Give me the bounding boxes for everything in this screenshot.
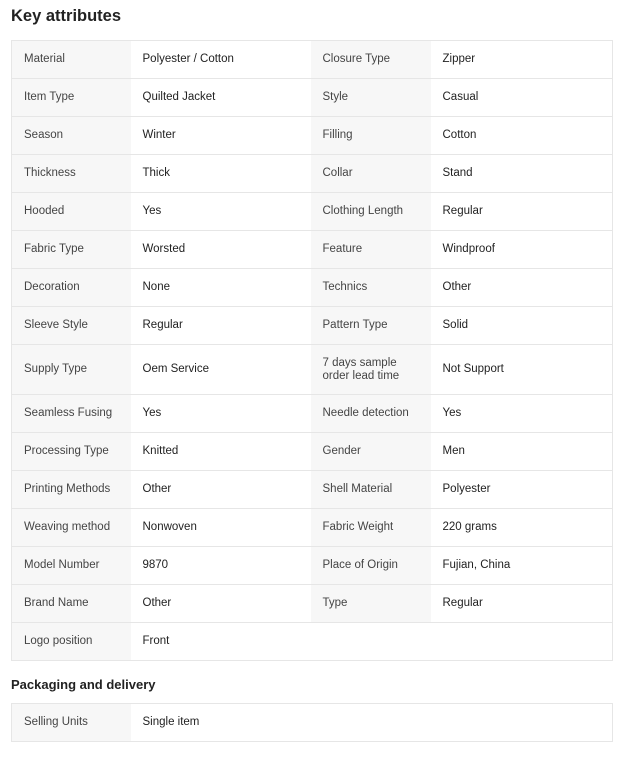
attribute-value: Fujian, China	[431, 547, 613, 585]
attribute-label: Thickness	[12, 155, 131, 193]
attribute-value: Winter	[131, 117, 311, 155]
attribute-label: Seamless Fusing	[12, 395, 131, 433]
attribute-row	[12, 395, 613, 433]
attribute-value: Regular	[431, 193, 613, 231]
attribute-label: Place of Origin	[311, 547, 431, 585]
attribute-label: Season	[12, 117, 131, 155]
attribute-value: Quilted Jacket	[131, 79, 311, 117]
attribute-value: 220 grams	[431, 509, 613, 547]
attribute-row	[12, 79, 613, 117]
attribute-label: Model Number	[12, 547, 131, 585]
attribute-row	[12, 585, 613, 623]
attribute-label: Style	[311, 79, 431, 117]
attribute-value: Oem Service	[131, 345, 311, 395]
attribute-row	[12, 345, 613, 395]
key-attributes-table	[11, 40, 613, 661]
packaging-heading: Packaging and delivery	[11, 677, 156, 692]
attribute-row	[12, 547, 613, 585]
attribute-label: Decoration	[12, 269, 131, 307]
attribute-value: Regular	[131, 307, 311, 345]
attribute-row	[12, 471, 613, 509]
attribute-label: Closure Type	[311, 41, 431, 79]
attribute-value: Solid	[431, 307, 613, 345]
attribute-value: Worsted	[131, 231, 311, 269]
empty-cell	[431, 704, 613, 742]
attribute-value: Windproof	[431, 231, 613, 269]
attribute-label: Technics	[311, 269, 431, 307]
attribute-label: Shell Material	[311, 471, 431, 509]
attribute-row	[12, 41, 613, 79]
attribute-value: Men	[431, 433, 613, 471]
empty-cell	[431, 623, 613, 661]
attribute-value: Nonwoven	[131, 509, 311, 547]
attribute-row	[12, 269, 613, 307]
attribute-value: Other	[131, 471, 311, 509]
empty-cell	[311, 704, 431, 742]
attribute-label: Printing Methods	[12, 471, 131, 509]
attribute-label: Needle detection	[311, 395, 431, 433]
empty-cell	[311, 623, 431, 661]
attribute-row	[12, 623, 613, 661]
attribute-value: Zipper	[431, 41, 613, 79]
attribute-value: None	[131, 269, 311, 307]
attribute-label: Fabric Type	[12, 231, 131, 269]
attribute-label: Type	[311, 585, 431, 623]
attribute-value: Casual	[431, 79, 613, 117]
attribute-value: Polyester	[431, 471, 613, 509]
attribute-value: Thick	[131, 155, 311, 193]
attribute-row	[12, 193, 613, 231]
attribute-value: Other	[131, 585, 311, 623]
attribute-label: Selling Units	[12, 704, 131, 742]
attribute-value: 9870	[131, 547, 311, 585]
attribute-label: Supply Type	[12, 345, 131, 395]
attribute-value: Front	[131, 623, 311, 661]
attribute-label: Hooded	[12, 193, 131, 231]
attribute-label: Clothing Length	[311, 193, 431, 231]
attribute-value: Polyester / Cotton	[131, 41, 311, 79]
attribute-label: Material	[12, 41, 131, 79]
attribute-value: Cotton	[431, 117, 613, 155]
attribute-row	[12, 231, 613, 269]
attribute-label: Sleeve Style	[12, 307, 131, 345]
attribute-row	[12, 433, 613, 471]
attribute-value: Knitted	[131, 433, 311, 471]
attribute-row	[12, 117, 613, 155]
attribute-label: Processing Type	[12, 433, 131, 471]
attribute-row	[12, 509, 613, 547]
attribute-label: Collar	[311, 155, 431, 193]
attribute-value: Not Support	[431, 345, 613, 395]
attribute-row	[12, 704, 613, 742]
attribute-value: Yes	[131, 395, 311, 433]
attribute-label: Gender	[311, 433, 431, 471]
attribute-value: Other	[431, 269, 613, 307]
attribute-value: Yes	[131, 193, 311, 231]
attribute-label: Logo position	[12, 623, 131, 661]
key-attributes-heading: Key attributes	[11, 7, 122, 25]
attribute-label: Filling	[311, 117, 431, 155]
attribute-label: Pattern Type	[311, 307, 431, 345]
attribute-label: Item Type	[12, 79, 131, 117]
attribute-label: Fabric Weight	[311, 509, 431, 547]
attribute-row	[12, 155, 613, 193]
attribute-value: Regular	[431, 585, 613, 623]
packaging-table	[11, 703, 613, 742]
attribute-value: Stand	[431, 155, 613, 193]
attribute-value: Single item	[131, 704, 311, 742]
attribute-label: Weaving method	[12, 509, 131, 547]
attribute-label: 7 days sample order lead time	[311, 345, 431, 395]
attribute-row	[12, 307, 613, 345]
attribute-label: Brand Name	[12, 585, 131, 623]
attribute-value: Yes	[431, 395, 613, 433]
attribute-label: Feature	[311, 231, 431, 269]
